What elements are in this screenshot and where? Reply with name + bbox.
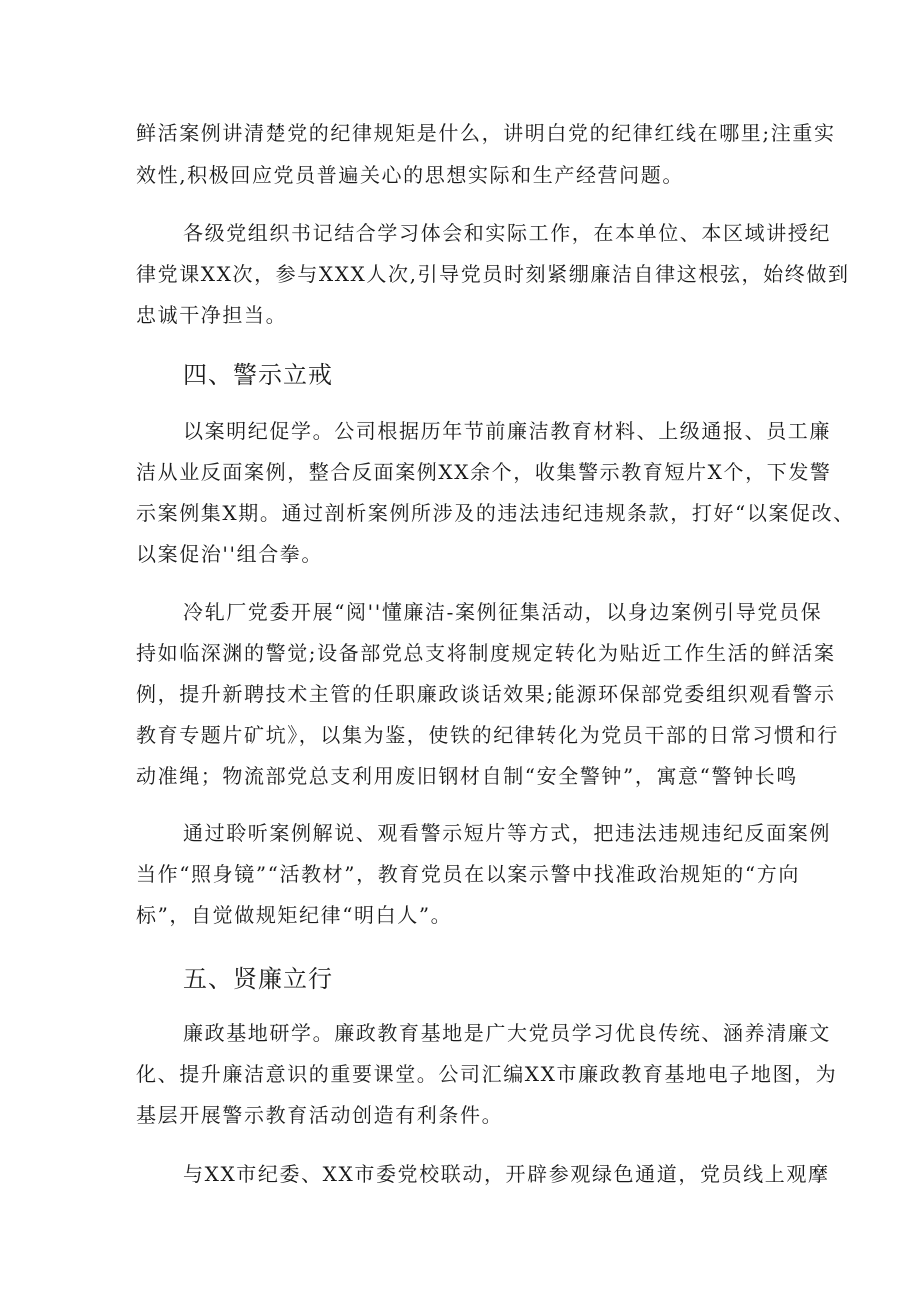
paragraph-line: 廉政基地研学。廉政教育基地是广大党员学习优良传统、涵养清廉文 — [183, 1021, 831, 1045]
paragraph-line: 以案明纪促学。公司根据历年节前廉洁教育材料、上级通报、员工廉 — [183, 419, 831, 443]
paragraph-line: 化、提升廉洁意识的重要课堂。公司汇编XX市廉政教育基地电子地图，为 — [136, 1062, 838, 1086]
paragraph-line: 教育专题片矿坑》，以集为鉴，使铁的纪律转化为党员干部的日常习惯和行 — [136, 723, 839, 747]
paragraph-line: 与XX市纪委、XX市委党校联动，开辟参观绿色通道，党员线上观摩 — [183, 1162, 830, 1186]
paragraph-line: 以案促治''组合拳。 — [136, 542, 323, 566]
paragraph-line: 基层开展警示教育活动创造有利条件。 — [136, 1103, 504, 1127]
paragraph-line: 当作“照身镜”“活教材”，教育党员在以案示警中找准政治规矩的“方向 — [136, 862, 800, 886]
section-heading: 四、警示立戒 — [183, 361, 333, 389]
paragraph-line: 洁从业反面案例，整合反面案例XX余个，收集警示教育短片X个，下发警 — [136, 460, 832, 484]
paragraph-line: 示案例集X期。通过剖析案例所涉及的违法违纪违规条款，打好“以案促改、 — [136, 501, 855, 525]
paragraph-line: 各级党组织书记结合学习体会和实际工作，在本单位、本区域讲授纪 — [183, 221, 831, 245]
paragraph-line: 持如临深渊的警觉;设备部党总支将制度规定转化为贴近工作生活的鲜活案 — [136, 641, 836, 665]
paragraph-line: 例，提升新聘技术主管的任职廉政谈话效果;能源环保部党委组织观看警示 — [136, 682, 836, 706]
paragraph-line: 律党课XX次，参与XXX人次,引导党员时刻紧绷廉洁自律这根弦，始终做到 — [136, 262, 850, 286]
paragraph-line: 动准绳；物流部党总支利用废旧钢材自制“安全警钟”，寓意“警钟长鸣 — [136, 764, 798, 788]
section-heading: 五、贤廉立行 — [183, 965, 333, 993]
paragraph-line: 冷轧厂党委开展“阅''懂廉洁-案例征集活动，以身边案例引导党员保 — [183, 600, 823, 624]
paragraph-line: 标”，自觉做规矩纪律“明白人”。 — [136, 903, 453, 927]
paragraph-line: 效性,积极回应党员普遍关心的思想实际和生产经营问题。 — [136, 163, 684, 187]
paragraph-line: 鲜活案例讲清楚党的纪律规矩是什么，讲明白党的纪律红线在哪里;注重实 — [136, 121, 836, 145]
paragraph-line: 忠诚干净担当。 — [136, 303, 288, 327]
paragraph-line: 通过聆听案例解说、观看警示短片等方式，把违法违规违纪反面案例 — [183, 821, 831, 845]
